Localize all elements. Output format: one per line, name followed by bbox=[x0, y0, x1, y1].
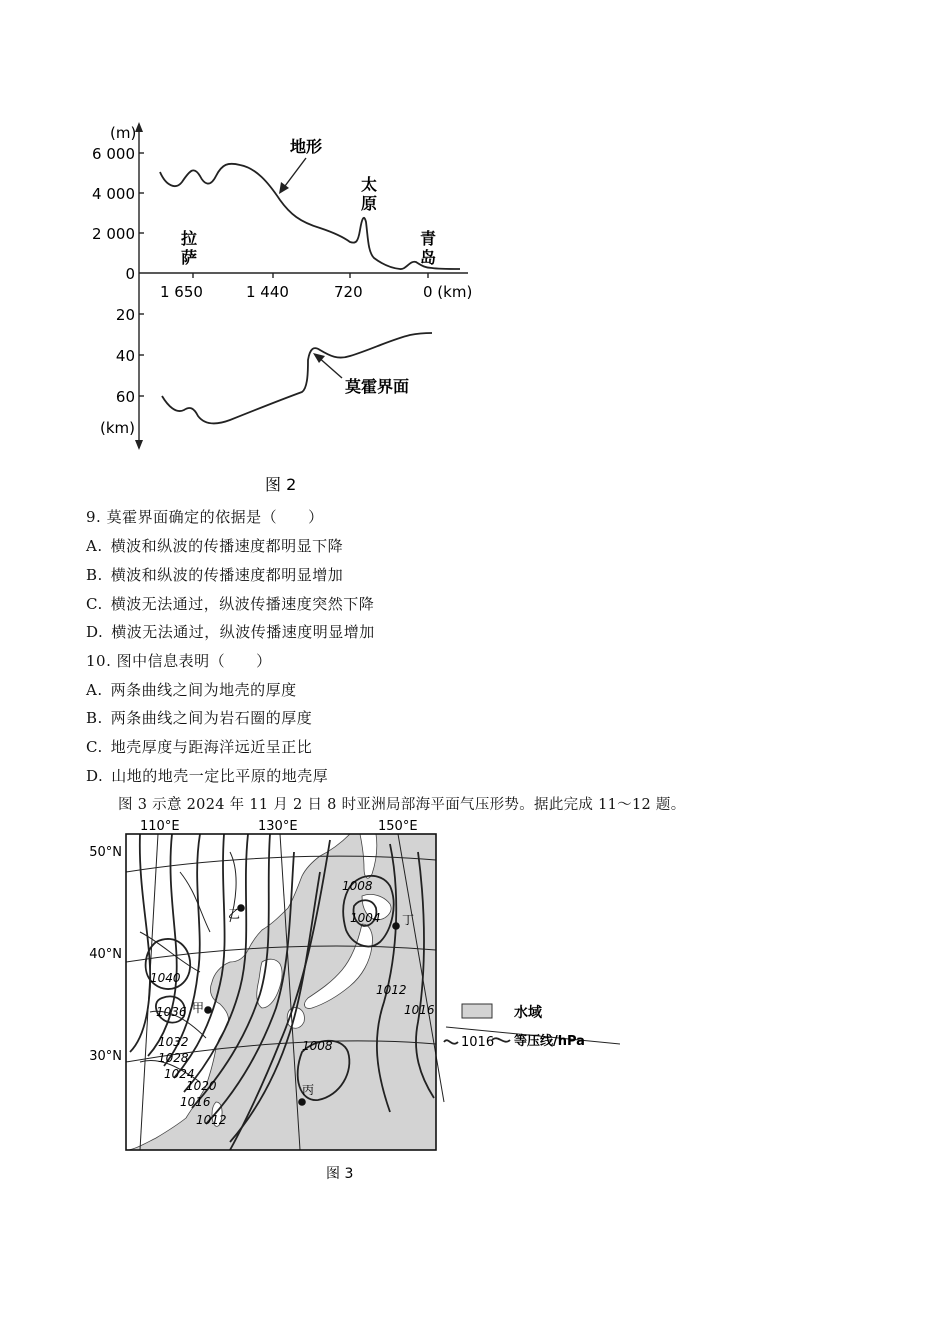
lat-label-40n: 40°N bbox=[89, 947, 122, 962]
legend-water-swatch bbox=[462, 1004, 492, 1018]
question-10-option-a[interactable]: A. 两条曲线之间为地壳的厚度 bbox=[86, 681, 297, 699]
figure-3-pressure-map bbox=[80, 812, 620, 1187]
x-tick: 0 (km) bbox=[423, 283, 473, 301]
y-tick: 4 000 bbox=[92, 185, 135, 203]
legend-isobar-sample-left bbox=[444, 1040, 458, 1043]
y-tick: 2 000 bbox=[92, 225, 135, 243]
question-10-option-b[interactable]: B. 两条曲线之间为岩石圈的厚度 bbox=[86, 709, 313, 727]
x-tick: 1 440 bbox=[246, 283, 289, 301]
isobar-label: 1012 bbox=[196, 1113, 227, 1127]
taiyuan-label: 太 bbox=[361, 175, 378, 194]
moho-label: 莫霍界面 bbox=[345, 377, 410, 396]
y-tick: 60 bbox=[115, 388, 135, 406]
y-axis-arrow-down bbox=[135, 440, 143, 450]
taiyuan-label: 原 bbox=[361, 194, 378, 213]
isobar-label: 1024 bbox=[164, 1067, 195, 1081]
question-9-option-d[interactable]: D. 横波无法通过，纵波传播速度明显增加 bbox=[86, 623, 375, 641]
isobar-label: 1032 bbox=[158, 1035, 189, 1049]
x-tick: 720 bbox=[334, 283, 363, 301]
figure-3-intro: 图 3 示意 2024 年 11 月 2 日 8 时亚洲局部海平面气压形势。据此完成 11～12 题。 bbox=[118, 797, 686, 813]
qingdao-label: 青 bbox=[420, 229, 437, 248]
label-bing: 丙 bbox=[302, 1083, 315, 1097]
terrain-label: 地形 bbox=[290, 137, 323, 156]
y-tick: 40 bbox=[115, 347, 135, 365]
legend-water-label: 水域 bbox=[514, 1005, 542, 1021]
qingdao-label: 岛 bbox=[420, 248, 437, 267]
y-tick: 0 bbox=[125, 265, 135, 283]
figure-2-caption: 图 2 bbox=[265, 475, 297, 494]
lon-label-110e: 110°E bbox=[140, 819, 180, 834]
lat-label-50n: 50°N bbox=[89, 845, 122, 860]
lat-label-30n: 30°N bbox=[89, 1049, 122, 1064]
isobar-label: 1028 bbox=[158, 1051, 189, 1065]
terrain-arrow bbox=[282, 158, 306, 190]
y-tick: 6 000 bbox=[92, 145, 135, 163]
isobar-label: 1012 bbox=[376, 983, 407, 997]
question-9-option-c[interactable]: C. 横波无法通过，纵波传播速度突然下降 bbox=[86, 595, 375, 613]
point-jia bbox=[204, 1006, 212, 1014]
lhasa-label: 拉 bbox=[181, 229, 198, 248]
lhasa-label: 萨 bbox=[181, 248, 198, 267]
legend-isobar-value: 1016 bbox=[461, 1035, 495, 1050]
label-jia: 甲 bbox=[192, 1001, 205, 1015]
question-9-option-a[interactable]: A. 横波和纵波的传播速度都明显下降 bbox=[86, 537, 344, 555]
isobar-label: 1040 bbox=[150, 971, 181, 985]
label-yi: 乙 bbox=[228, 907, 241, 921]
figure-3-caption: 图 3 bbox=[326, 1166, 354, 1182]
isobar-label: 1016 bbox=[180, 1095, 211, 1109]
isobar-label: 1016 bbox=[404, 1003, 435, 1017]
lon-label-150e: 150°E bbox=[378, 819, 418, 834]
isobar-label: 1004 bbox=[350, 911, 381, 925]
point-ding bbox=[392, 922, 400, 930]
x-tick: 1 650 bbox=[160, 283, 203, 301]
point-bing bbox=[298, 1098, 306, 1106]
legend-isobar-sample-right bbox=[492, 1038, 510, 1041]
terrain-curve bbox=[160, 164, 460, 269]
figure-2-terrain-moho-profile bbox=[80, 110, 500, 500]
lon-label-130e: 130°E bbox=[258, 819, 298, 834]
question-10-option-d[interactable]: D. 山地的地壳一定比平原的地壳厚 bbox=[86, 767, 329, 785]
y-tick: 20 bbox=[115, 306, 135, 324]
question-10-option-c[interactable]: C. 地壳厚度与距海洋远近呈正比 bbox=[86, 738, 313, 756]
legend-isobar-text: 等压线/hPa bbox=[514, 1034, 585, 1049]
isobar-label: 1036 bbox=[156, 1005, 187, 1019]
label-ding: 丁 bbox=[402, 913, 415, 927]
y-unit-top: (m) bbox=[110, 124, 137, 142]
isobar-label: 1020 bbox=[186, 1079, 217, 1093]
isobar-label: 1008 bbox=[302, 1039, 333, 1053]
isobar-label: 1008 bbox=[342, 879, 373, 893]
question-10-stem: 10. 图中信息表明（ ） bbox=[86, 652, 272, 670]
question-9-option-b[interactable]: B. 横波和纵波的传播速度都明显增加 bbox=[86, 566, 344, 584]
question-9-stem: 9. 莫霍界面确定的依据是（ ） bbox=[86, 508, 324, 526]
y-unit-bottom: (km) bbox=[100, 419, 136, 437]
